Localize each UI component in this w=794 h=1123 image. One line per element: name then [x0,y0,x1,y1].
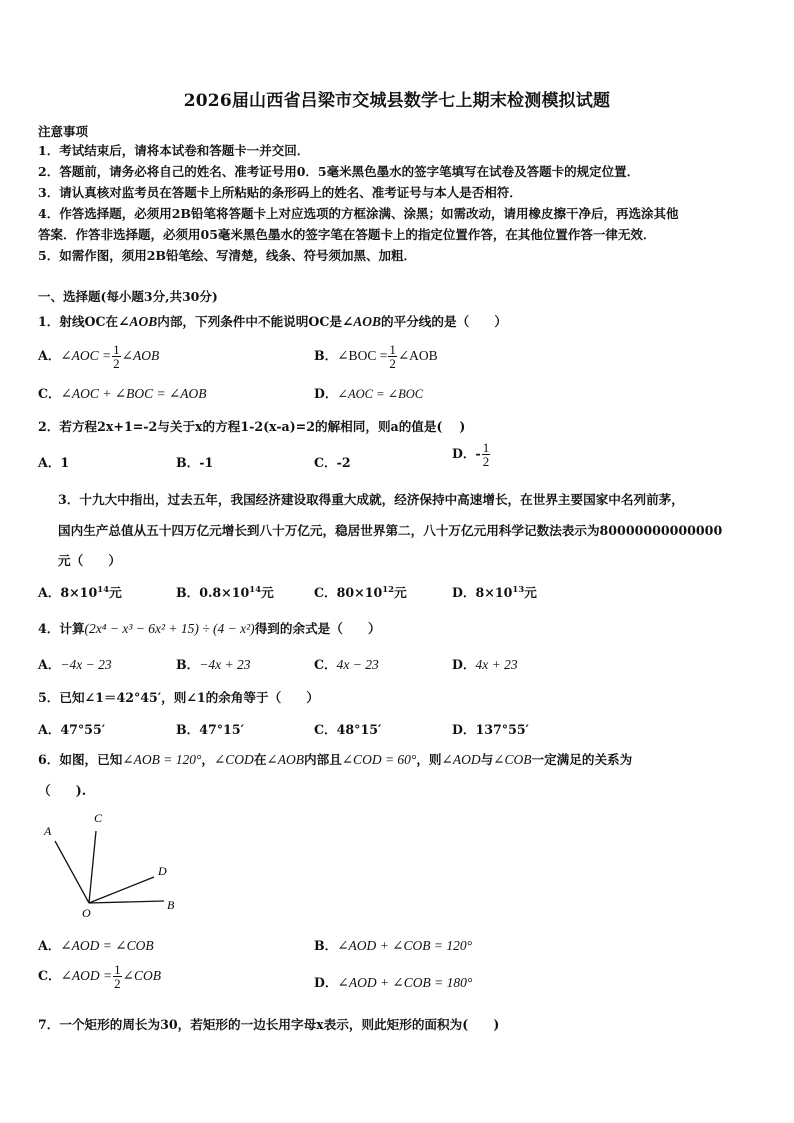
label-b: B [167,898,175,912]
math-expr: ∠AOB [266,752,304,767]
option-letter: C． [38,968,61,983]
angle-figure [36,805,186,920]
option-unit: 元 [261,585,274,600]
math-expr: ∠COB [122,968,161,983]
exponent: 14 [97,584,110,595]
q5-stem: 5．已知∠1＝42°45′，则∠1的余角等于（ ） [38,690,319,705]
math-expr: ∠AOC + ∠BOC = ∠AOB [60,386,207,401]
math-expr: ∠AOB = 120° [122,752,202,767]
q6-option-c[interactable] [38,963,161,990]
math-expr: ∠BOC = [337,348,388,363]
q2-option-d[interactable] [452,441,491,468]
option-letter: B． [176,657,200,672]
q6-option-b[interactable] [314,935,472,954]
math-expr: ∠AOB [121,348,160,363]
q4-stem [38,618,381,637]
notice-heading: 注意事项 [38,124,89,139]
fraction [112,343,121,370]
label-o: O [82,906,91,920]
ray-oc [89,831,96,903]
notice-item-5: 5．如需作图，须用2B铅笔绘、写清楚，线条、符号须加黑、加粗． [38,248,416,263]
option-text: C．80×10 [314,585,383,600]
option-unit: 元 [109,585,122,600]
q5-option-d[interactable]: D．137°55′ [452,722,529,737]
q4-option-c[interactable] [314,654,379,673]
math-expr: 4x + 23 [475,657,518,672]
q6-stem-part: 6．如图，已知 [38,752,123,767]
q6-stem-part: 内部且 [303,752,342,767]
q1-option-d[interactable] [314,383,423,402]
q6-stem-part: 与 [480,752,494,767]
label-a: A [44,824,52,838]
fraction-numerator: 1 [482,440,490,455]
math-expr: ∠AOB [397,348,438,363]
math-expr: ∠AOD + ∠COB = 180° [337,975,473,990]
q2-option-b[interactable]: B．-1 [176,455,214,470]
q1-option-a[interactable] [38,343,159,370]
q1-stem-part: 内部，下列条件中不能说明OC是 [157,314,342,329]
option-text: B．0.8×10 [176,585,250,600]
q3-option-a[interactable] [38,582,122,601]
exponent: 14 [249,584,262,595]
exponent: 13 [512,584,525,595]
math-expr: ∠AOD = [60,968,113,983]
q3-option-d[interactable] [452,582,537,601]
q1-stem [38,311,507,330]
q6-option-a[interactable] [38,935,154,954]
math-expr: −4x + 23 [199,657,251,672]
math-expr: −4x − 23 [60,657,112,672]
fraction [113,963,122,990]
q4-stem-part: 得到的余式是（ ） [254,621,381,636]
section-heading: 一、选择题(每小题3分,共30分) [38,289,218,304]
q6-stem-part: 在 [253,752,267,767]
option-letter: A． [38,657,61,672]
option-unit: 元 [394,585,407,600]
fraction [388,343,397,370]
q2-option-c[interactable]: C．-2 [314,455,351,470]
ray-od [89,877,154,903]
fraction-denominator: 2 [113,356,120,371]
q7-stem: 7．一个矩形的周长为30，若矩形的一边长用字母x表示，则此矩形的面积为( ) [38,1017,500,1032]
q3-stem-line-2: 国内生产总值从五十四万亿元增长到八十万亿元，稳居世界第二，八十万亿元用科学记数法表示为80000000000000 [58,523,723,538]
option-letter: D． [314,975,338,990]
option-letter: A． [38,348,61,363]
notice-item-1: 1．考试结束后，请将本试卷和答题卡一并交回． [38,143,310,158]
q6-stem-part: 一定满足的关系为 [531,752,633,767]
option-text: A．8×10 [38,585,98,600]
q5-option-c[interactable]: C．48°15′ [314,722,382,737]
math-expr: ∠COD [213,752,254,767]
q2-option-a[interactable]: A．1 [38,455,70,470]
math-expr: ∠AOC = [60,348,112,363]
option-letter: D．- [452,446,481,461]
option-text: D．8×10 [452,585,513,600]
math-expr: ∠AOD + ∠COB = 120° [337,938,472,953]
q1-stem-part: 1．射线OC在 [38,314,119,329]
fraction-denominator: 2 [482,454,490,469]
q1-stem-part: 的平分线的是（ ） [381,314,507,329]
option-letter: B． [314,938,338,953]
q3-option-b[interactable] [176,582,274,601]
q4-expression: (2x⁴ − x³ − 6x² + 15) ÷ (4 − x²) [84,621,255,636]
label-c: C [94,811,103,825]
q3-option-c[interactable] [314,582,407,601]
math-expr: 4x − 23 [336,657,379,672]
option-letter: C． [38,386,61,401]
q6-stem-line-2: （ ). [38,783,87,798]
q6-option-d[interactable] [314,972,472,991]
ray-ob [89,901,164,903]
math-expr: ∠AOD [441,752,481,767]
fraction [482,441,491,468]
q4-stem-part: 4．计算 [38,621,85,636]
q6-stem-part: ， [201,752,214,767]
notice-item-4-cont: 答案．作答非选择题，必须用05毫米黑色墨水的签字笔在答题卡上的指定位置作答，在其他位置作答一律无效． [38,227,656,242]
math-expr: ∠COD = 60° [341,752,417,767]
q6-stem [38,749,632,768]
math-expr: ∠AOC = ∠BOC [337,387,424,401]
q6-stem-part: ，则 [416,752,442,767]
q1-option-c[interactable] [38,383,207,402]
q4-option-a[interactable] [38,654,112,673]
fraction-denominator: 2 [114,976,121,991]
option-letter: A． [38,938,61,953]
fraction-numerator: 1 [114,962,121,977]
q2-stem: 2．若方程2x+1=-2与关于x的方程1-2(x-a)=2的解相同，则a的值是( ) [38,419,466,434]
notice-item-3: 3．请认真核对监考员在答题卡上所粘贴的条形码上的姓名、准考证号与本人是否相符． [38,185,522,200]
option-letter: D． [314,386,338,401]
q1-option-b[interactable] [314,343,438,370]
q4-option-d[interactable] [452,654,518,673]
q5-option-a[interactable]: A．47°55′ [38,722,106,737]
q5-option-b[interactable]: B．47°15′ [176,722,244,737]
q4-option-b[interactable] [176,654,250,673]
page-title: 2026届山西省吕梁市交城县数学七上期末检测模拟试题 [183,91,611,111]
q3-stem-line-1: 3．十九大中指出，过去五年，我国经济建设取得重大成就，经济保持中高速增长，在世界主要国家中名列前茅， [58,492,684,507]
q3-stem-line-3: 元（ ） [58,553,121,568]
math-expr: ∠AOD = ∠COB [60,938,154,953]
label-d: D [158,864,167,878]
fraction-numerator: 1 [389,342,396,357]
option-letter: C． [314,657,337,672]
notice-item-4: 4．作答选择题，必须用2B铅笔将答题卡上对应选项的方框涂满、涂黑；如需改动，请用橡皮擦干净后，再选涂其他 [38,206,679,221]
option-letter: B． [314,348,338,363]
option-letter: D． [452,657,476,672]
q1-angle-aob: ∠AOB [118,314,158,329]
fraction-numerator: 1 [113,342,120,357]
q1-angle-aob: ∠AOB [341,314,382,329]
fraction-denominator: 2 [389,356,396,371]
math-expr: ∠COB [493,752,532,767]
exponent: 12 [382,584,395,595]
ray-oa [55,841,89,903]
notice-item-2: 2．答题前，请务必将自己的姓名、准考证号用0．5毫米黑色墨水的签字笔填写在试卷及答题卡的规定位置． [38,164,640,179]
option-unit: 元 [524,585,537,600]
